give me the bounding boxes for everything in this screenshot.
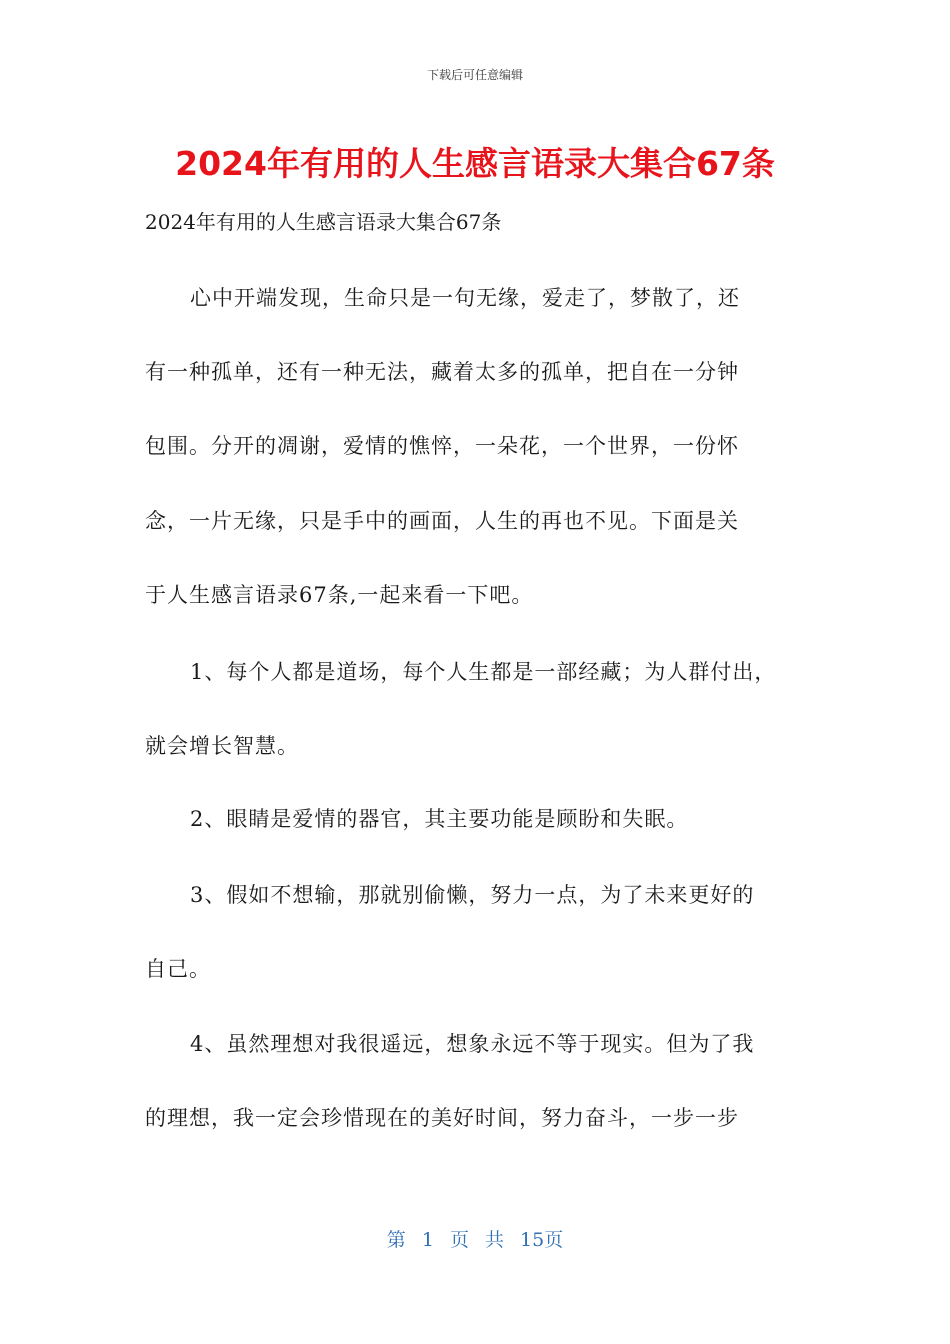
paragraph-line: 心中开端发现，生命只是一句无缘，爱走了，梦散了，还 [190,286,740,310]
list-item-line: 2、眼睛是爱情的器官，其主要功能是顾盼和失眠。 [190,807,689,831]
paragraph-line: 念，一片无缘，只是手中的画面，人生的再也不见。下面是关 [145,509,739,533]
paragraph-line: 有一种孤单，还有一种无法，藏着太多的孤单，把自在一分钟 [145,360,739,384]
list-item-line: 的理想，我一定会珍惜现在的美好时间，努力奋斗，一步一步 [145,1106,739,1130]
document-title: 2024年有用的人生感言语录大集合67条 [175,144,775,183]
page-indicator: 第 1 页 共 15页 [386,1229,564,1251]
list-item-line: 4、虽然理想对我很遥远，想象永远不等于现实。但为了我 [190,1032,755,1056]
list-item-line: 3、假如不想输，那就别偷懒，努力一点，为了未来更好的 [190,883,755,907]
paragraph-line: 包围。分开的凋谢，爱情的憔悴，一朵花，一个世界，一份怀 [145,434,739,458]
header-note: 下载后可任意编辑 [426,68,523,82]
list-item-line: 就会增长智慧。 [145,734,299,758]
paragraph-line: 于人生感言语录67条,一起来看一下吧。 [145,583,534,607]
list-item-line: 1、每个人都是道场，每个人生都是一部经藏；为人群付出， [190,660,777,684]
document-subtitle: 2024年有用的人生感言语录大集合67条 [145,210,502,234]
list-item-line: 自己。 [145,957,211,981]
